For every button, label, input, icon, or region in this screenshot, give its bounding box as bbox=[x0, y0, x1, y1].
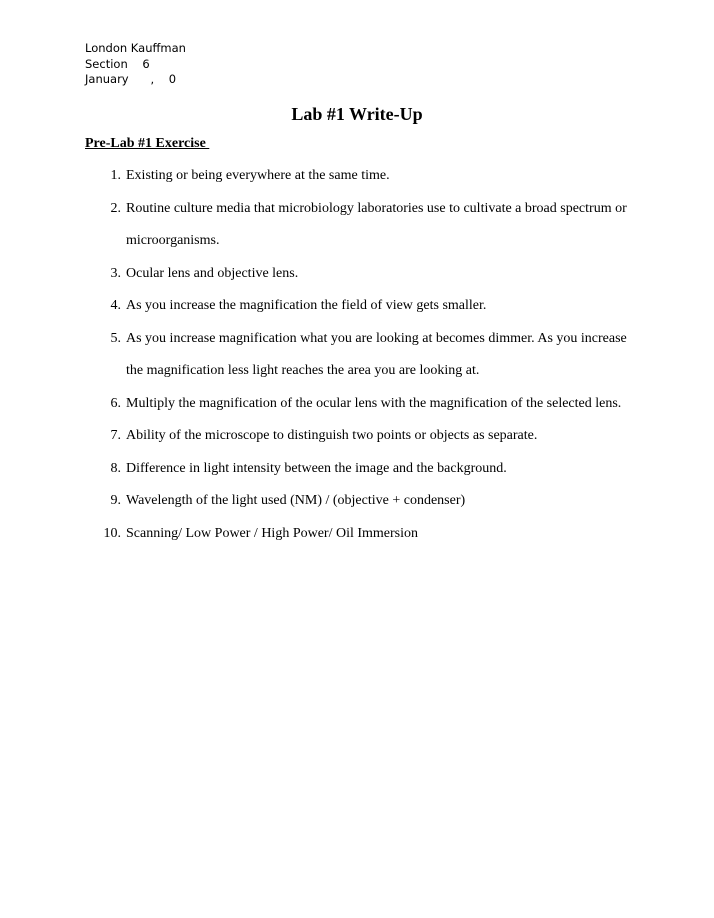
item-text: Multiply the magnification of the ocular lens with the magnification of the selected lens. bbox=[126, 395, 622, 411]
list-item bbox=[85, 518, 645, 551]
item-text: Wavelength of the light used (NM) / (objective + condenser) bbox=[126, 493, 466, 508]
document-title: Lab #1 Write-Up bbox=[291, 104, 423, 124]
document-date: January , 0 bbox=[85, 72, 177, 86]
document-header bbox=[85, 41, 186, 87]
item-number: 6. bbox=[110, 395, 121, 411]
item-text: As you increase the magnification the field of view gets smaller. bbox=[126, 298, 487, 313]
list-item bbox=[85, 193, 645, 258]
answer-list bbox=[85, 160, 645, 550]
item-text: Ability of the microscope to distinguish two points or objects as separate. bbox=[126, 428, 538, 443]
list-item bbox=[85, 160, 645, 193]
section-heading: Pre-Lab #1 Exercise bbox=[85, 136, 210, 151]
item-number: 8. bbox=[110, 460, 121, 476]
list-item bbox=[85, 485, 645, 518]
item-text: Ocular lens and objective lens. bbox=[126, 265, 299, 281]
item-number: 2. bbox=[110, 200, 121, 216]
list-item bbox=[85, 453, 645, 486]
item-text: Routine culture media that microbiology laboratories use to cultivate a broad spectrum or microorganisms. bbox=[126, 200, 627, 248]
item-text: Scanning/ Low Power / High Power/ Oil Immersion bbox=[126, 525, 419, 541]
item-text: Difference in light intensity between the image and the background. bbox=[126, 460, 507, 476]
section-number: Section 6 bbox=[85, 57, 150, 71]
item-number: 10. bbox=[103, 525, 121, 541]
item-text: Existing or being everywhere at the same time. bbox=[126, 168, 390, 183]
list-item bbox=[85, 388, 645, 421]
author-name: London Kauffman bbox=[85, 41, 186, 55]
item-number: 4. bbox=[110, 298, 121, 313]
list-item bbox=[85, 258, 645, 291]
item-number: 7. bbox=[110, 428, 121, 443]
item-number: 1. bbox=[110, 168, 121, 183]
list-item bbox=[85, 323, 645, 388]
list-item bbox=[85, 290, 645, 323]
item-number: 3. bbox=[110, 265, 121, 281]
item-text: As you increase magnification what you are looking at becomes dimmer. As you increase the magnification less light reaches the area you are looking at. bbox=[126, 330, 627, 378]
item-number: 5. bbox=[110, 330, 121, 346]
list-item bbox=[85, 420, 645, 453]
item-number: 9. bbox=[110, 493, 121, 508]
